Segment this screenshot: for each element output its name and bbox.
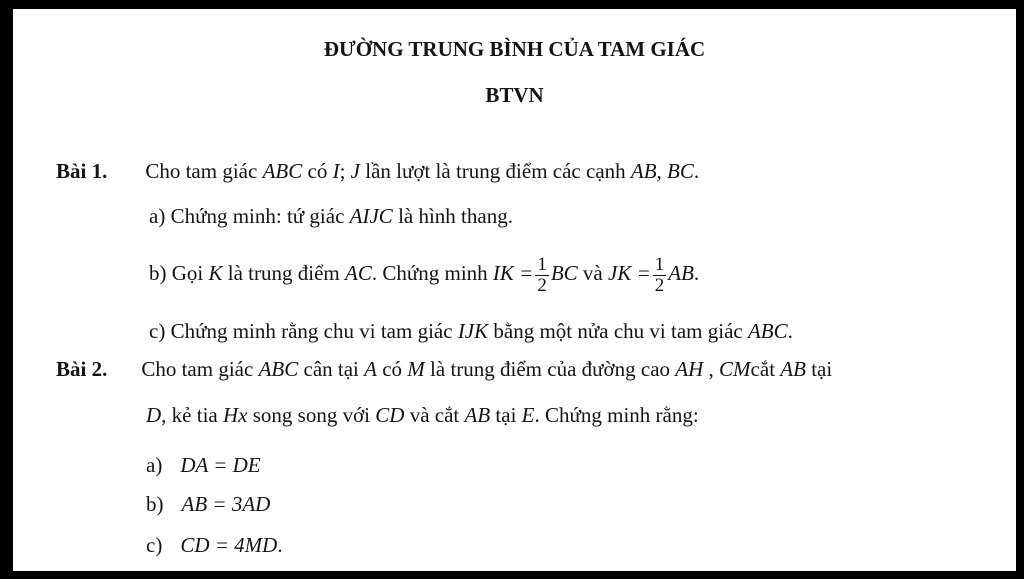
math: CD = 4MD (180, 533, 278, 557)
math: ABC (258, 357, 299, 381)
problem-1-label: Bài 1. (56, 159, 108, 183)
text: , (708, 357, 714, 381)
math: Hx (222, 403, 248, 427)
math: AB (464, 403, 491, 427)
math: AB = 3AD (181, 492, 271, 516)
text: . Chứng minh rằng: (534, 403, 699, 427)
text: bằng một nửa chu vi tam giác (493, 319, 743, 343)
text: và cắt (409, 403, 460, 427)
problem-1-part-b (149, 247, 699, 299)
text: cắt (750, 357, 776, 381)
math: CM (719, 357, 751, 381)
fraction (653, 255, 667, 296)
part-label: c) (146, 533, 163, 557)
problem-2-part-a (146, 452, 261, 478)
text: Cho tam giác (141, 357, 254, 381)
text: . (693, 159, 700, 183)
math: AH (675, 357, 704, 381)
text: là hình thang. (398, 204, 513, 228)
text: và (582, 261, 603, 285)
document-subtitle: BTVN (485, 83, 544, 107)
math: JK = (608, 261, 651, 285)
text: Cho tam giác (145, 159, 258, 183)
fraction-numerator: 1 (654, 253, 665, 275)
math: CD (375, 403, 405, 427)
bottom-border (0, 571, 1024, 579)
problem-2-statement-line-1 (56, 356, 832, 382)
math: K (208, 261, 223, 285)
math: ABC (747, 319, 788, 343)
text: tại (811, 357, 833, 381)
fraction-denominator: 2 (654, 274, 665, 296)
text: lần lượt là trung điểm các cạnh (365, 159, 626, 183)
text: là trung điểm (227, 261, 340, 285)
text: a) Chứng minh: tứ giác (149, 204, 345, 228)
math: J (350, 159, 360, 183)
math: AB (668, 261, 694, 285)
text: là trung điểm của đường cao (430, 357, 671, 381)
math: AC (345, 261, 372, 285)
problem-2-label: Bài 2. (56, 357, 108, 381)
document-title: ĐƯỜNG TRUNG BÌNH CỦA TAM GIÁC (323, 37, 706, 61)
part-label: b) (146, 492, 164, 516)
math: D (146, 403, 162, 427)
fraction-numerator: 1 (537, 253, 547, 275)
text: c) Chứng minh rằng chu vi tam giác (149, 319, 453, 343)
fraction (535, 255, 549, 296)
part-label: a) (146, 453, 163, 477)
document-page (13, 9, 1016, 571)
math: IK = (492, 261, 534, 285)
math: BC (550, 261, 578, 285)
text: có (382, 357, 403, 381)
problem-1-statement (56, 158, 699, 184)
text: song song với (252, 403, 371, 427)
math: I (332, 159, 340, 183)
problem-2-part-c (146, 532, 283, 558)
text: ; (339, 159, 346, 183)
text: có (307, 159, 328, 183)
problem-2-part-b (146, 491, 270, 517)
text: . (787, 319, 793, 343)
text: b) Gọi (149, 261, 204, 285)
text: cân tại (303, 357, 359, 381)
fraction-denominator: 2 (537, 274, 547, 296)
math: AB (780, 357, 806, 381)
problem-2-statement-line-2 (146, 402, 699, 428)
math: AIJC (349, 204, 393, 228)
math: DA = DE (180, 453, 261, 477)
text: . (277, 533, 283, 557)
problem-1-part-a (149, 203, 513, 229)
math: M (407, 357, 425, 381)
math: IJK (457, 319, 489, 343)
math: AB, BC (630, 159, 694, 183)
math: E (521, 403, 535, 427)
text: . (693, 261, 700, 285)
text: tại (495, 403, 517, 427)
math: A (364, 357, 377, 381)
problem-1-part-c (149, 318, 793, 344)
text: , kẻ tia (161, 403, 218, 427)
text: . Chứng minh (371, 261, 488, 285)
math: ABC (262, 159, 303, 183)
